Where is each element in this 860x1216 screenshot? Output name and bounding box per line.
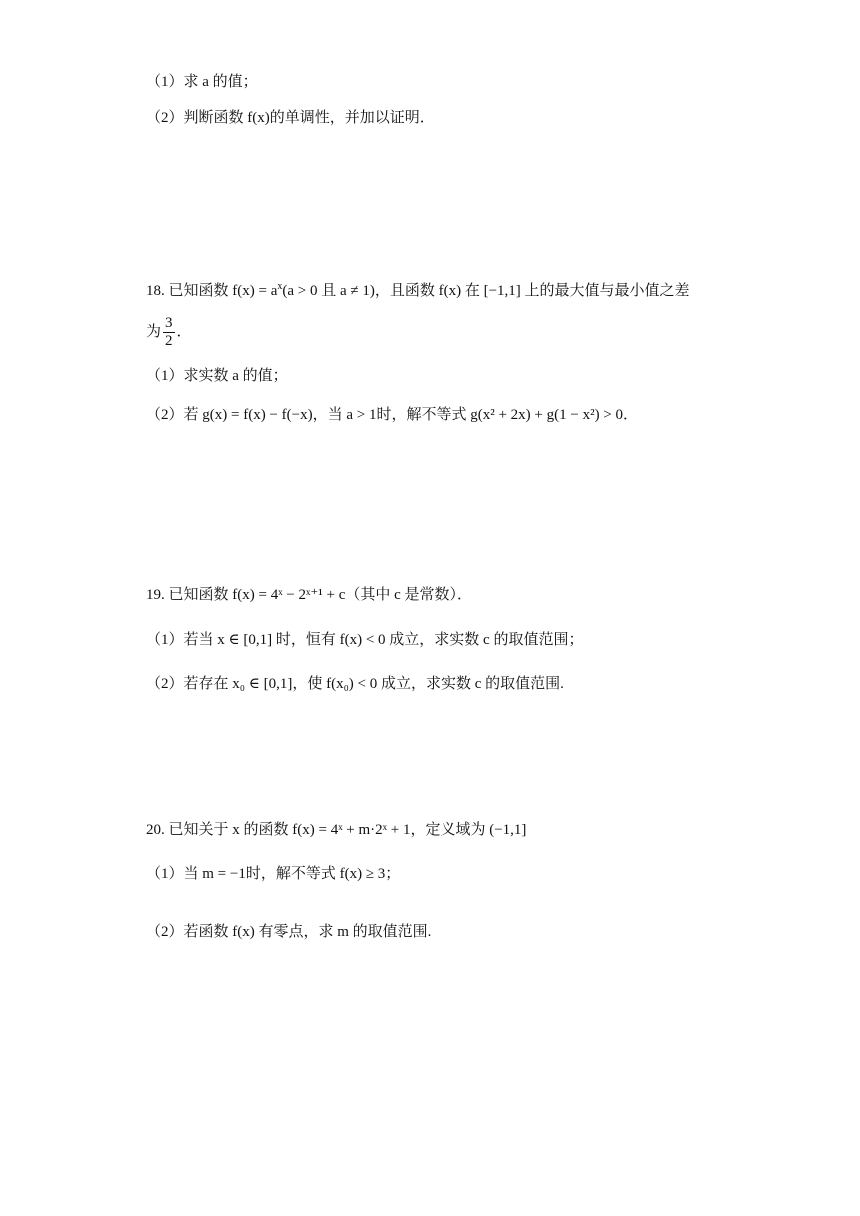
q18-part1: （1）求实数 a 的值； <box>146 368 288 384</box>
q18-stem-b: (a > 0 且 a ≠ 1)，且函数 f(x) 在 [−1,1] 上的最大值与最小值之差 <box>282 283 690 299</box>
q20-part1: （1）当 m = −1时，解不等式 f(x) ≥ 3； <box>146 866 401 882</box>
q18-stem-c-post: ． <box>176 323 192 340</box>
q18-frac-num: 3 <box>165 315 173 331</box>
q18-exponent: x <box>277 281 283 292</box>
q18-frac-den: 2 <box>165 333 173 349</box>
q18-part2: （2）若 g(x) = f(x) − f(−x)，当 a > 1时，解不等式 g(x² + 2x) + g(1 − x²) > 0． <box>146 407 639 423</box>
q17-part2: （2）判断函数 f(x)的单调性，并加以证明． <box>146 110 435 126</box>
q19-stem: 19. 已知函数 f(x) = 4ˣ − 2ˣ⁺¹ + c（其中 c 是常数）． <box>146 587 473 603</box>
q20-part2: （2）若函数 f(x) 有零点，求 m 的取值范围. <box>146 924 432 940</box>
q18-stem <box>146 281 690 301</box>
q19-part2: （2）若存在 x₀ ∈ [0,1]，使 f(x₀) < 0 成立，求实数 c 的取值范围. <box>146 676 564 692</box>
q17-part1: （1）求 a 的值； <box>146 74 258 90</box>
q18-stem-c-pre: 为 <box>146 323 162 340</box>
q20-stem: 20. 已知关于 x 的函数 f(x) = 4ˣ + m·2ˣ + 1，定义域为 (−1,1] <box>146 822 527 838</box>
q19-part1: （1）若当 x ∈ [0,1] 时，恒有 f(x) < 0 成立，求实数 c 的取值范围； <box>146 632 584 648</box>
q18-fraction <box>163 315 175 350</box>
q18-stem-a: 18. 已知函数 f(x) = a <box>146 283 278 299</box>
q18-stem-cont <box>146 315 192 350</box>
